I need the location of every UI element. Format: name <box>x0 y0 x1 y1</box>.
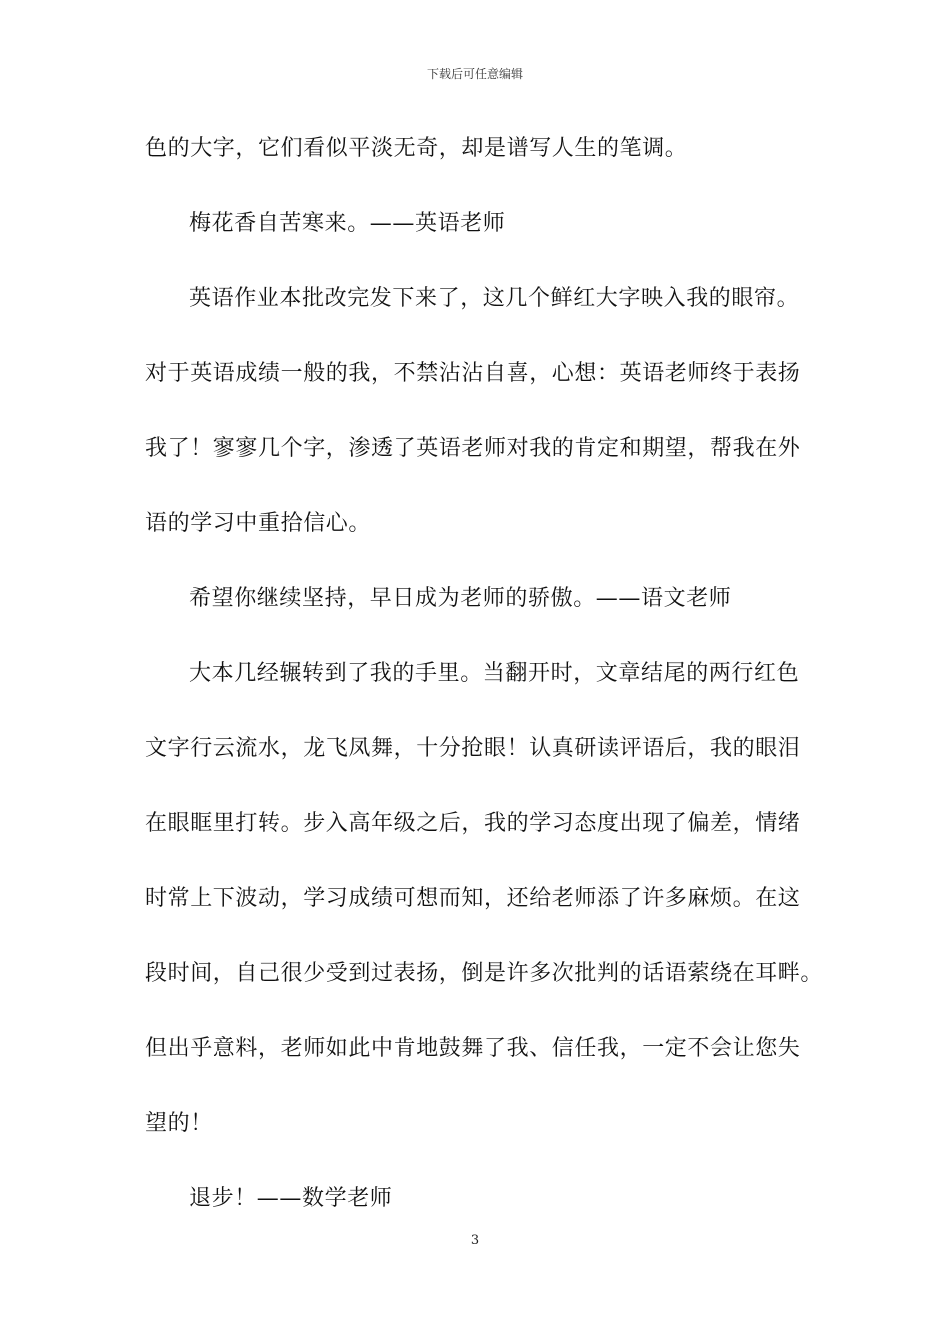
body-line: 我了！寥寥几个字，渗透了英语老师对我的肯定和期望，帮我在外 <box>145 436 801 461</box>
document-body <box>145 130 825 1217</box>
body-line: 语的学习中重拾信心。 <box>145 511 372 536</box>
body-line: 退步！——数学老师 <box>189 1186 393 1211</box>
body-line: 对于英语成绩一般的我，不禁沾沾自喜，心想：英语老师终于表扬 <box>145 361 801 386</box>
body-line: 望的！ <box>145 1111 213 1136</box>
body-line: 希望你继续坚持，早日成为老师的骄傲。——语文老师 <box>189 586 732 611</box>
body-line: 文字行云流水，龙飞凤舞，十分抢眼！认真研读评语后，我的眼泪 <box>145 736 801 761</box>
page-header: 下载后可任意编辑 <box>426 67 523 81</box>
body-line: 在眼眶里打转。步入高年级之后，我的学习态度出现了偏差，情绪 <box>145 811 801 836</box>
body-line: 段时间，自己很少受到过表扬，倒是许多次批判的话语萦绕在耳畔。 <box>145 961 824 986</box>
body-line: 英语作业本批改完发下来了，这几个鲜红大字映入我的眼帘。 <box>189 286 800 311</box>
body-line: 时常上下波动，学习成绩可想而知，还给老师添了许多麻烦。在这 <box>145 886 801 911</box>
body-line: 但出乎意料，老师如此中肯地鼓舞了我、信任我，一定不会让您失 <box>145 1036 801 1061</box>
body-line: 大本几经辗转到了我的手里。当翻开时，文章结尾的两行红色 <box>189 661 800 686</box>
body-line: 梅花香自苦寒来。——英语老师 <box>189 211 506 236</box>
page-number: 3 <box>470 1233 480 1248</box>
body-line: 色的大字，它们看似平淡无奇，却是谱写人生的笔调。 <box>145 136 688 161</box>
